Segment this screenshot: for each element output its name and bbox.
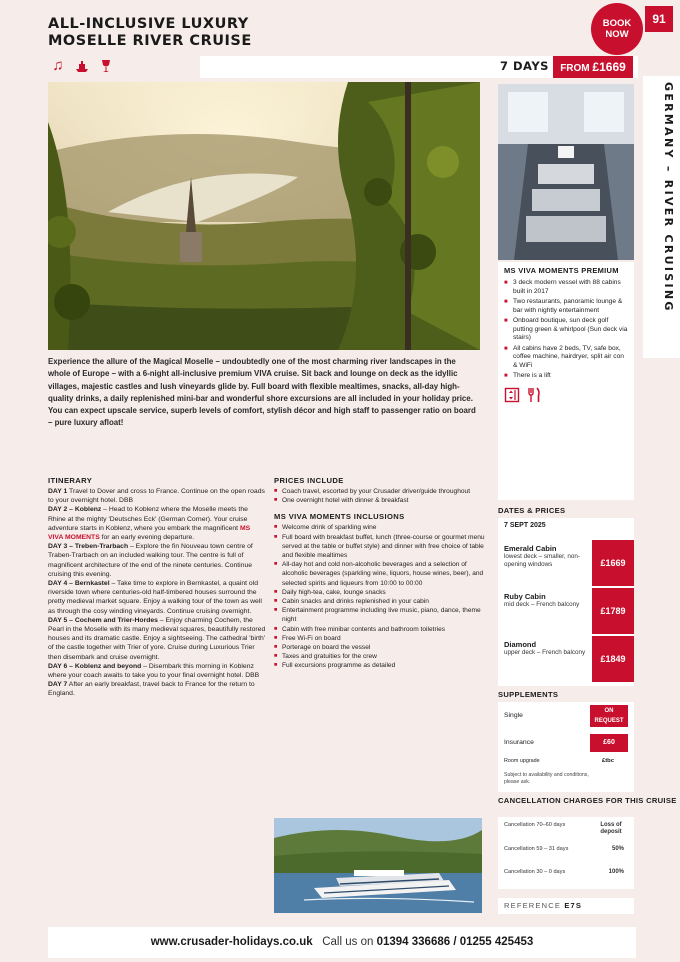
- day-text: – Explore the fin Nouveau town centre of Traben-Trarbach on an included walking tour. The centre is full of magnificent architecture of the end of the ninete centuries. Continue cruising this evening.: [48, 543, 253, 578]
- cabin-name: Diamond: [504, 640, 537, 649]
- inclusion-item: ■ Taxes and gratuities for the crew: [274, 652, 486, 661]
- price-from-prefix: FROM: [560, 63, 593, 74]
- cabin-price: £1849: [592, 636, 634, 682]
- day-title: – Koblenz and beyond: [67, 662, 142, 670]
- day-label: DAY 3: [48, 543, 68, 551]
- facility-icons: [504, 387, 628, 406]
- day-label: DAY 6: [48, 662, 68, 670]
- hero-photo: [48, 82, 480, 350]
- reference-code: E7S: [564, 901, 583, 910]
- day-text: After an early breakfast, travel back to France for the return to England.: [48, 681, 255, 698]
- inclusion-item: ■ Free Wi-Fi on board: [274, 634, 486, 643]
- cabin-price: £1669: [592, 540, 634, 586]
- ship-feature-list: [504, 279, 628, 381]
- feature-icons: [50, 58, 114, 74]
- day-label: DAY 5: [48, 616, 68, 624]
- supplements-box: [498, 702, 634, 792]
- restaurant-icon: [526, 387, 542, 406]
- music-note-icon: ♫: [52, 57, 64, 74]
- supplement-value: ON REQUEST: [590, 705, 628, 727]
- viva-inclusions-heading: MS VIVA MOMENTS INCLUSIONS: [274, 512, 405, 522]
- cancellation-row: [504, 846, 628, 853]
- cancellation-heading: CANCELLATION CHARGES FOR THIS CRUISE: [498, 796, 677, 805]
- inclusion-item: ■ Cabin snacks and drinks replenished in your cabin: [274, 597, 486, 606]
- inclusions-section: [274, 476, 486, 678]
- viva-inclusions-list: [274, 523, 486, 670]
- inclusion-item: ■ Coach travel, escorted by your Crusader driver/guide throughout: [274, 487, 486, 496]
- river-boat-photo: [274, 818, 482, 913]
- inclusion-item: ■ One overnight hotel with dinner & breakfast: [274, 496, 486, 505]
- cancellation-value: Loss of deposit: [600, 822, 622, 835]
- ship-icon: [74, 58, 90, 74]
- cancellation-box: [498, 817, 634, 889]
- cabin-price: £1789: [592, 588, 634, 634]
- inclusion-item: ■ Daily high-tea, cake, lounge snacks: [274, 588, 486, 597]
- itinerary-day: [48, 616, 266, 662]
- page-number: 91: [645, 6, 673, 32]
- prices-include-list: [274, 487, 486, 505]
- day-title: – Koblenz: [67, 506, 102, 514]
- intro-paragraph: Experience the allure of the Magical Moselle – undoubtedly one of the most charming river landscapes in the whole of Europe – with a 6-night all-inclusive premium VIVA cruise. Sit back and lounge on deck as the idyllic villages, majestic castles and lush vineyards glide by. Full board with flexible mealtimes, snacks, all-day high-quality drinks, a daily replenished mini-bar and wonderful shore excursions are all included in your holiday price. You can expect upscale service, superb levels of comfort, stylish décor and high staff to passenger ratio on board – pure luxury afloat!: [48, 357, 476, 428]
- ship-feature: ■ 3 deck modern vessel with 88 cabins built in 2017: [504, 279, 628, 296]
- website-link[interactable]: www.crusader-holidays.co.uk: [150, 936, 313, 948]
- inclusion-item: ■ Cabin with free minibar contents and bathroom toiletries: [274, 625, 486, 634]
- day-label: DAY 1: [48, 488, 68, 495]
- day-text: Travel to Dover and cross to France. Continue on the open roads to your overnight hotel. DBB: [48, 488, 265, 505]
- inclusion-item: ■ Porterage on board the vessel: [274, 643, 486, 652]
- supplement-label: Room upgrade: [504, 758, 540, 764]
- cancellation-value: 50%: [611, 846, 624, 852]
- cabin-desc: lowest deck – smaller, non-opening windows: [504, 553, 580, 568]
- book-now-line-2: NOW: [605, 29, 629, 40]
- title-line-2: MOSELLE RIVER CRUISE: [48, 33, 252, 49]
- cabin-desc: upper deck – French balcony: [504, 649, 586, 656]
- wine-glass-icon: [98, 58, 114, 74]
- ship-interior-photo: [498, 84, 634, 260]
- cabin-row-diamond: [498, 636, 634, 682]
- itinerary-day: [48, 542, 266, 579]
- lift-icon: [504, 387, 520, 406]
- day-text: – Disembark this morning in Koblenz where your coach awaits to take you to your final overnight hotel. DBB: [48, 662, 260, 680]
- cancellation-value: 100%: [608, 869, 624, 875]
- dates-prices-box: [498, 518, 634, 686]
- cancellation-row: [504, 822, 628, 835]
- itinerary-day: [48, 487, 266, 505]
- reference-label: REFERENCE: [504, 901, 562, 910]
- title-line-1: ALL-INCLUSIVE LUXURY: [48, 16, 249, 32]
- reference-box: [498, 898, 634, 914]
- side-tab-label: GERMANY – RIVER CRUISING: [662, 82, 675, 313]
- day-text: – Take time to explore in Bernkastel, a quaint old riverside town where centuries-old half-timbered houses surround the pretty medieval market square. Enjoy a walking tour of the town as well as through the cosy winding vineyards. Continue cruising overnight.: [48, 580, 262, 615]
- call-label: Call us on: [322, 936, 374, 948]
- prices-include-heading: PRICES INCLUDE: [274, 476, 344, 485]
- supplement-note: Subject to availability and conditions, please ask.: [504, 772, 589, 785]
- ship-feature: ■ Onboard boutique, sun deck golf putting green & whirlpool (Sun deck via stairs): [504, 317, 628, 343]
- day-label: DAY 4: [48, 580, 68, 588]
- price-from-badge: [553, 56, 633, 78]
- book-now-line-1: BOOK: [602, 18, 632, 29]
- itinerary-day: [48, 662, 266, 680]
- cruise-title: [48, 16, 468, 50]
- supplements-heading: SUPPLEMENTS: [498, 690, 559, 699]
- cancellation-label: Cancellation 59 – 31 days: [504, 846, 569, 852]
- day-label: DAY 7: [48, 681, 68, 689]
- day-title: – Bernkastel: [67, 580, 110, 588]
- cancellation-label: Cancellation 30 – 0 days: [504, 869, 566, 875]
- footer-bar: [48, 927, 636, 958]
- supplement-label: Single: [504, 712, 523, 719]
- day-text-after: for an early evening departure.: [99, 534, 195, 542]
- inclusion-item: ■ All-day hot and cold non-alcoholic beverages and a selection of alcoholic beverages (sparkling wine, liquors, house wines, beer), and selected spirits and liqueurs from 10:00 to 00:00: [274, 560, 486, 588]
- ship-highlight: MS VIVA MOMENTS: [48, 524, 251, 542]
- book-now-button[interactable]: [594, 6, 640, 52]
- cabin-name: Ruby Cabin: [504, 592, 546, 601]
- day-title: – Treben-Trarbach: [67, 543, 129, 551]
- ship-info-box: [498, 262, 634, 500]
- inclusion-item: ■ Entertainment programme including live music, piano, dance, theme night: [274, 606, 486, 624]
- departure-date: 7 SEPT 2025: [504, 522, 546, 529]
- supplement-value: £60: [590, 734, 628, 752]
- itinerary-section: [48, 476, 266, 699]
- cabin-row-ruby: [498, 588, 634, 634]
- cabin-row-emerald: [498, 540, 634, 586]
- inclusion-item: ■ Full excursions programme as detailed: [274, 661, 486, 670]
- supplement-label: Insurance: [504, 739, 534, 746]
- day-title: – Cochem and Trier-Hordes: [67, 616, 158, 624]
- inclusion-item: ■ Full board with breakfast buffet, lunch (three-course or gourmet menu served at the table or buffet style) and dinner with free choice of table and flexible mealtimes: [274, 533, 486, 561]
- ship-title: MS VIVA MOMENTS PREMIUM: [504, 266, 619, 275]
- itinerary-day: [48, 505, 266, 542]
- day-text: – Head to Koblenz where the Moselle meets the Rhine at the mighty 'Deutsches Eck' (German Corner). Your cruise adventure starts in Koblenz, where you embark the magnificent: [48, 506, 248, 532]
- day-label: DAY 2: [48, 506, 68, 514]
- cancellation-label: Cancellation 70–60 days: [504, 822, 566, 828]
- inclusion-item: ■ Welcome drink of sparkling wine: [274, 523, 486, 532]
- itinerary-day: [48, 680, 266, 698]
- dates-prices-heading: DATES & PRICES: [498, 506, 566, 515]
- ship-feature: ■ There is a lift: [504, 372, 628, 381]
- itinerary-heading: ITINERARY: [48, 476, 93, 485]
- cabin-name: Emerald Cabin: [504, 544, 557, 553]
- cancellation-row: [504, 869, 628, 876]
- price-from-amount: £1669: [592, 60, 626, 74]
- phone-numbers[interactable]: 01394 336686 / 01255 425453: [376, 936, 534, 948]
- day-text: – Enjoy charming Cochem, the Pearl in the Moselle with its many medieval squares, beautifully restored houses and its dramatic castle. Enjoy a sightseeing. The cathedral 'birth' of the castle together with Trier of yore. Cruise during Luxurious Trier then disembark and cruise overnight.: [48, 616, 266, 661]
- cabin-desc: mid deck – French balcony: [504, 601, 580, 608]
- duration-label: 7 DAYS: [500, 59, 549, 73]
- ship-feature: ■ All cabins have 2 beds, TV, safe box, coffee machine, hairdryer, split air con & WiFi: [504, 345, 628, 371]
- ship-feature: ■ Two restaurants, panoramic lounge & bar with nightly entertainment: [504, 298, 628, 315]
- itinerary-day: [48, 579, 266, 616]
- supplement-value: £tbc: [602, 758, 614, 764]
